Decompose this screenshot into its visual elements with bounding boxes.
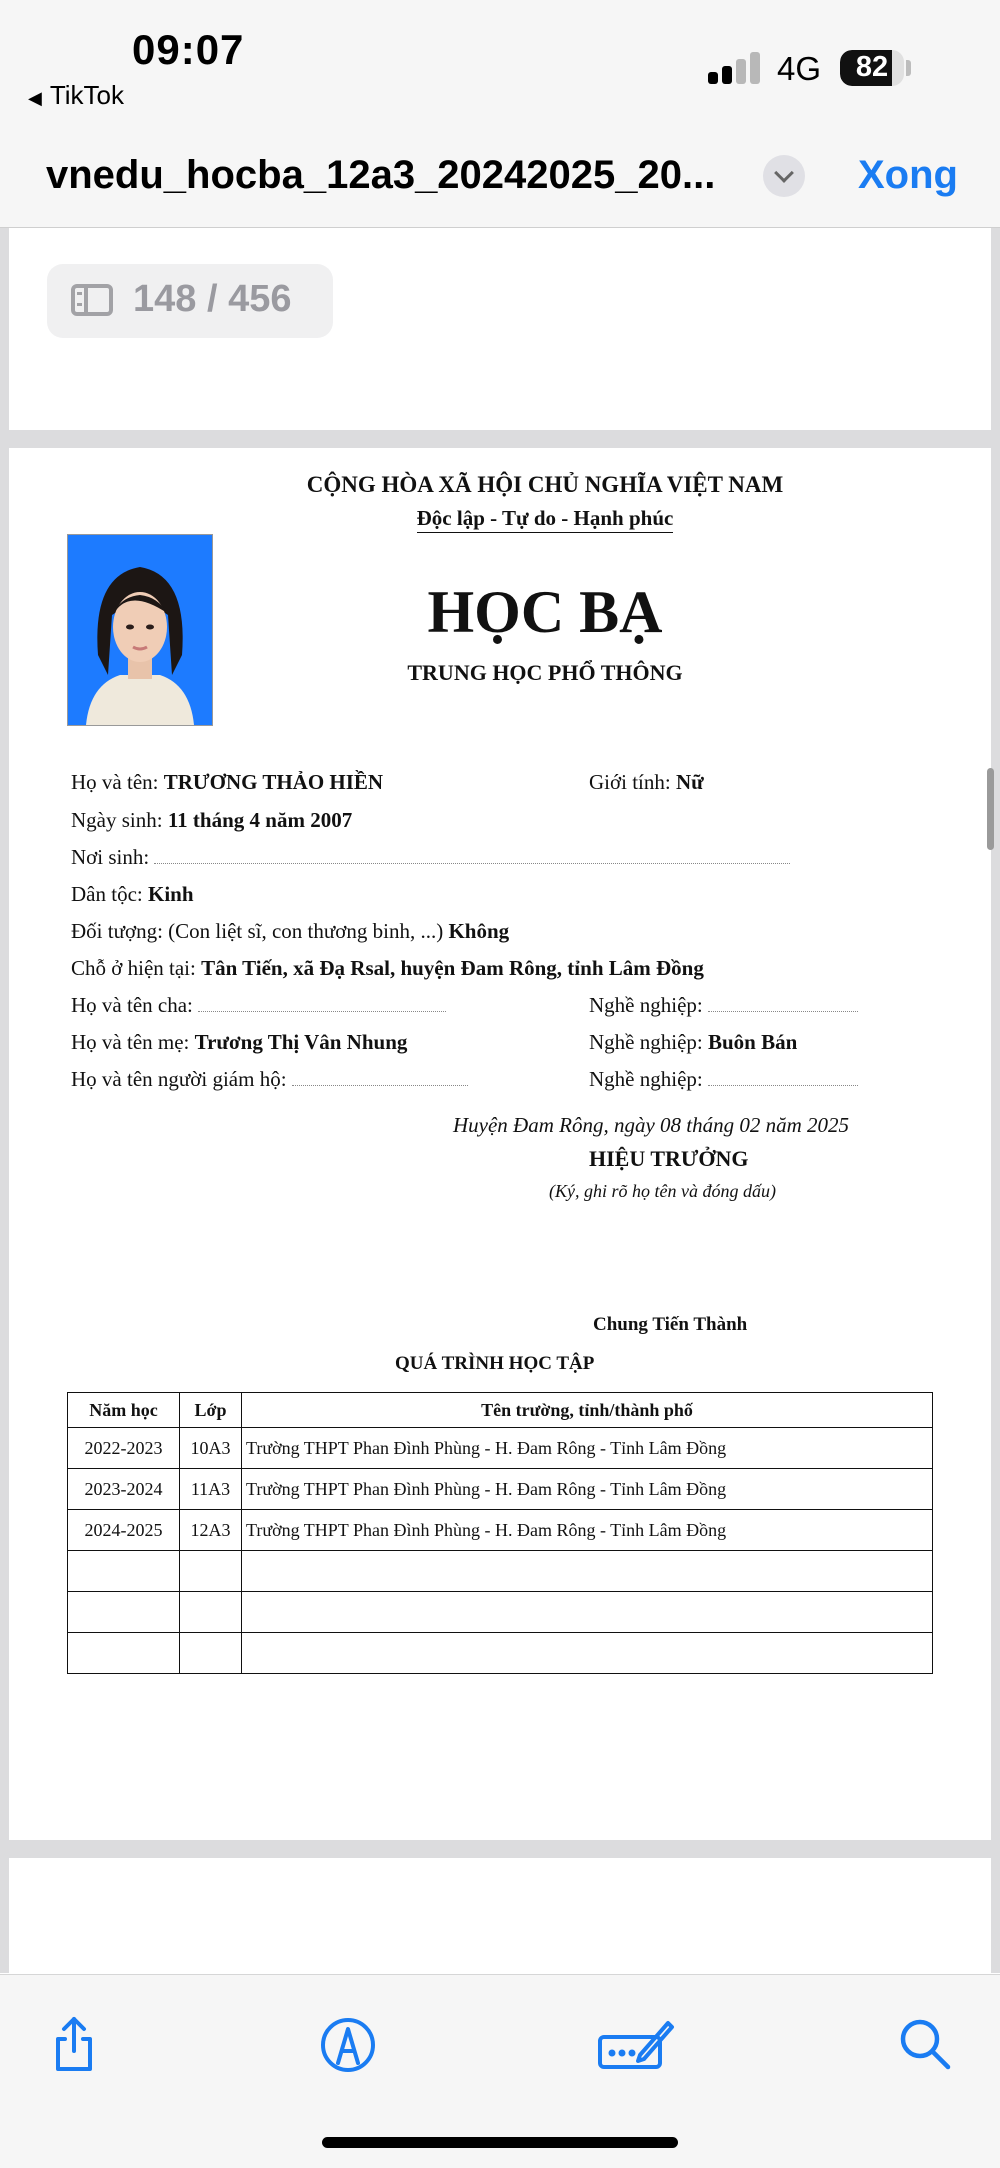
field-value: Tân Tiến, xã Đạ Rsal, huyện Đam Rông, tỉnh Lâm Đồng xyxy=(201,956,704,980)
national-motto xyxy=(9,506,991,531)
blank-line xyxy=(154,849,790,864)
back-triangle-icon: ◀ xyxy=(28,88,42,108)
field-label: Họ và tên người giám hộ: xyxy=(71,1067,287,1091)
previous-page xyxy=(9,228,991,430)
cell-school xyxy=(242,1633,933,1674)
column-header: Năm học xyxy=(68,1393,180,1428)
cell-year: 2023-2024 xyxy=(68,1469,180,1510)
field-label: Họ và tên cha: xyxy=(71,993,193,1017)
page-indicator[interactable] xyxy=(47,264,333,338)
network-type: 4G xyxy=(777,50,822,87)
field-label: Nơi sinh: xyxy=(71,845,150,869)
column-header: Lớp xyxy=(180,1393,242,1428)
field-value: Không xyxy=(448,919,510,943)
field-label: Nghề nghiệp: xyxy=(589,993,703,1017)
cell-school: Trường THPT Phan Đình Phùng - H. Đam Rông - Tỉnh Lâm Đồng xyxy=(242,1428,933,1469)
battery-percent: 82 xyxy=(855,51,889,83)
table-row xyxy=(68,1510,933,1551)
field-label: Nghề nghiệp: xyxy=(589,1067,703,1091)
field-label: Nghề nghiệp: xyxy=(589,1030,703,1054)
status-bar xyxy=(0,0,1000,115)
signature-note: (Ký, ghi rõ họ tên và đóng dấu) xyxy=(549,1181,776,1201)
cellular-signal-icon xyxy=(708,52,764,84)
back-to-app-link[interactable] xyxy=(28,80,124,111)
scrollbar-thumb[interactable] xyxy=(987,768,994,850)
field-value: Buôn Bán xyxy=(707,1030,798,1054)
field-mother xyxy=(71,1030,407,1055)
current-page xyxy=(9,448,991,1840)
field-label: Ngày sinh: xyxy=(71,808,163,832)
cell-class xyxy=(180,1633,242,1674)
field-name xyxy=(71,770,383,795)
field-gender xyxy=(589,770,704,795)
nav-bar xyxy=(0,115,1000,228)
history-table xyxy=(67,1392,933,1674)
share-icon[interactable] xyxy=(44,2015,104,2075)
cell-year xyxy=(68,1551,180,1592)
field-father xyxy=(71,993,446,1018)
page-indicator-text: 148 / 456 xyxy=(133,278,292,320)
status-time: 09:07 xyxy=(132,26,245,73)
pdf-viewer[interactable] xyxy=(0,228,1000,1973)
document-heading: HỌC BẠ xyxy=(427,579,663,645)
field-label: Dân tộc: xyxy=(71,882,143,906)
cell-school xyxy=(242,1592,933,1633)
table-row xyxy=(68,1428,933,1469)
field-label: Họ và tên mẹ: xyxy=(71,1030,190,1054)
done-button[interactable]: Xong xyxy=(858,153,958,197)
table-row xyxy=(68,1633,933,1674)
field-label: Giới tính: xyxy=(589,770,671,794)
national-header: CỘNG HÒA XÃ HỘI CHỦ NGHĨA VIỆT NAM xyxy=(306,472,784,497)
markup-icon[interactable] xyxy=(318,2015,378,2075)
table-row xyxy=(68,1592,933,1633)
cell-class: 11A3 xyxy=(180,1469,242,1510)
field-label: Đối tượng: (Con liệt sĩ, con thương binh, ...) xyxy=(71,919,444,943)
search-icon[interactable] xyxy=(896,2015,956,2075)
field-label: Họ và tên: xyxy=(71,770,159,794)
cell-year: 2024-2025 xyxy=(68,1510,180,1551)
field-residence xyxy=(71,956,704,981)
signature-name: Chung Tiến Thành xyxy=(593,1314,748,1335)
field-target xyxy=(71,919,509,944)
field-father-job xyxy=(589,993,858,1018)
blank-line xyxy=(198,997,446,1012)
signature-place-date: Huyện Đam Rông, ngày 08 tháng 02 năm 2025 xyxy=(453,1113,850,1137)
field-value: Nữ xyxy=(675,770,704,794)
cell-year xyxy=(68,1633,180,1674)
national-motto-text: Độc lập - Tự do - Hạnh phúc xyxy=(417,506,674,533)
cell-class: 12A3 xyxy=(180,1510,242,1551)
cell-class xyxy=(180,1551,242,1592)
field-value: TRƯƠNG THẢO HIỀN xyxy=(163,770,384,794)
field-guardian-job xyxy=(589,1067,858,1092)
column-header: Tên trường, tỉnh/thành phố xyxy=(242,1393,933,1428)
cell-year xyxy=(68,1592,180,1633)
battery-icon xyxy=(840,50,904,86)
blank-line xyxy=(708,997,858,1012)
blank-line xyxy=(292,1071,468,1086)
next-page xyxy=(9,1858,991,1973)
field-guardian xyxy=(71,1067,468,1092)
field-dob xyxy=(71,808,352,833)
cell-school: Trường THPT Phan Đình Phùng - H. Đam Rông - Tỉnh Lâm Đồng xyxy=(242,1469,933,1510)
field-value: Kinh xyxy=(147,882,194,906)
chevron-down-icon[interactable] xyxy=(763,155,805,197)
cell-school: Trường THPT Phan Đình Phùng - H. Đam Rông - Tỉnh Lâm Đồng xyxy=(242,1510,933,1551)
cell-school xyxy=(242,1551,933,1592)
field-ethnicity xyxy=(71,882,194,907)
cell-class xyxy=(180,1592,242,1633)
field-label: Chỗ ở hiện tại: xyxy=(71,956,196,980)
signature-role: HIỆU TRƯỞNG xyxy=(589,1146,749,1171)
battery-tip xyxy=(906,60,911,76)
document-title[interactable]: vnedu_hocba_12a3_20242025_20... xyxy=(46,153,716,197)
field-value: 11 tháng 4 năm 2007 xyxy=(167,808,353,832)
cell-class: 10A3 xyxy=(180,1428,242,1469)
table-row xyxy=(68,1551,933,1592)
document-subheading: TRUNG HỌC PHỔ THÔNG xyxy=(407,660,683,685)
field-value: Trương Thị Vân Nhung xyxy=(194,1030,408,1054)
table-row xyxy=(68,1469,933,1510)
sidebar-icon xyxy=(71,284,113,316)
field-birthplace xyxy=(71,845,790,870)
back-app-label: TikTok xyxy=(49,80,124,110)
signature-icon[interactable] xyxy=(596,2015,676,2075)
home-indicator[interactable] xyxy=(322,2137,678,2148)
field-mother-job xyxy=(589,1030,797,1055)
blank-line xyxy=(708,1071,858,1086)
table-header-row xyxy=(68,1393,933,1428)
history-title: QUÁ TRÌNH HỌC TẬP xyxy=(395,1353,595,1374)
cell-year: 2022-2023 xyxy=(68,1428,180,1469)
